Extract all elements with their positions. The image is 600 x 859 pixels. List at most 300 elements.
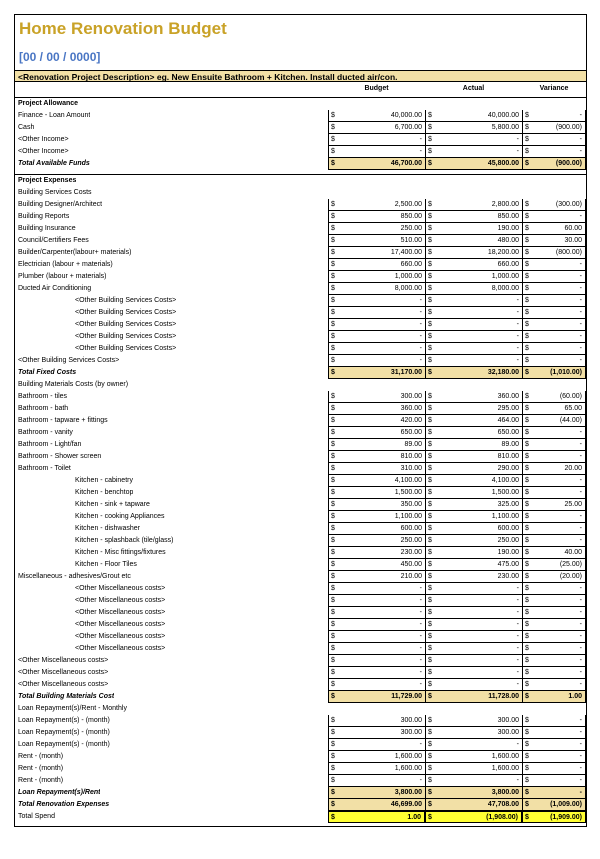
variance-value: - <box>579 621 582 628</box>
variance-cell[interactable] <box>522 559 586 571</box>
currency-symbol: $ <box>428 112 432 119</box>
actual-cell[interactable] <box>425 271 522 283</box>
currency-symbol: $ <box>525 741 529 748</box>
budget-value: - <box>419 681 422 688</box>
currency-symbol: $ <box>428 741 432 748</box>
budget-cell[interactable] <box>328 727 425 739</box>
currency-symbol: $ <box>331 681 335 688</box>
budget-cell[interactable] <box>328 146 425 158</box>
table-row <box>15 715 586 727</box>
row-label: Kitchen - Floor Tiles <box>75 561 137 568</box>
actual-cell[interactable] <box>425 319 522 331</box>
budget-cell[interactable] <box>328 122 425 134</box>
variance-cell[interactable] <box>522 739 586 751</box>
variance-cell[interactable] <box>522 343 586 355</box>
budget-cell[interactable] <box>328 439 425 451</box>
actual-cell[interactable] <box>425 199 522 211</box>
table-row <box>15 727 586 739</box>
budget-value: - <box>419 297 422 304</box>
actual-cell[interactable] <box>425 799 522 811</box>
row-label: <Other Miscellaneous costs> <box>18 669 109 676</box>
currency-symbol: $ <box>428 777 432 784</box>
actual-cell[interactable] <box>425 691 522 703</box>
currency-symbol: $ <box>331 477 335 484</box>
currency-symbol: $ <box>331 237 335 244</box>
table-row <box>15 631 586 643</box>
budget-value: 1,600.00 <box>394 765 422 772</box>
variance-cell[interactable] <box>522 787 586 799</box>
variance-cell[interactable] <box>522 415 586 427</box>
actual-cell[interactable] <box>425 763 522 775</box>
actual-value: - <box>516 669 519 676</box>
budget-cell[interactable] <box>328 355 425 367</box>
actual-value: 89.00 <box>501 441 519 448</box>
table-row <box>15 559 586 571</box>
budget-sheet <box>14 14 587 827</box>
actual-cell[interactable] <box>425 583 522 595</box>
currency-symbol: $ <box>428 621 432 628</box>
budget-cell[interactable] <box>328 463 425 475</box>
table-row <box>15 751 586 763</box>
variance-value: 1.00 <box>568 693 582 700</box>
currency-symbol: $ <box>525 201 529 208</box>
table-row <box>15 739 586 751</box>
budget-cell[interactable] <box>328 595 425 607</box>
actual-cell[interactable] <box>425 391 522 403</box>
budget-value: - <box>419 321 422 328</box>
actual-cell[interactable] <box>425 679 522 691</box>
actual-cell[interactable] <box>425 451 522 463</box>
budget-cell[interactable] <box>328 403 425 415</box>
budget-cell[interactable] <box>328 547 425 559</box>
budget-cell[interactable] <box>328 535 425 547</box>
actual-cell[interactable] <box>425 247 522 259</box>
budget-cell[interactable] <box>328 199 425 211</box>
currency-symbol: $ <box>331 729 335 736</box>
budget-cell[interactable] <box>328 223 425 235</box>
currency-symbol: $ <box>331 573 335 580</box>
budget-cell[interactable] <box>328 487 425 499</box>
actual-cell[interactable] <box>425 619 522 631</box>
table-row <box>15 271 586 283</box>
actual-cell[interactable] <box>425 499 522 511</box>
actual-cell[interactable] <box>425 667 522 679</box>
actual-cell[interactable] <box>425 739 522 751</box>
row-label: Loan Repayment(s) - (month) <box>18 729 110 736</box>
actual-cell[interactable] <box>425 223 522 235</box>
variance-value: - <box>579 112 582 119</box>
variance-cell[interactable] <box>522 307 586 319</box>
currency-symbol: $ <box>428 345 432 352</box>
currency-symbol: $ <box>525 225 529 232</box>
budget-cell[interactable] <box>328 763 425 775</box>
variance-value: - <box>579 717 582 724</box>
actual-cell[interactable] <box>425 295 522 307</box>
variance-cell[interactable] <box>522 799 586 811</box>
variance-cell[interactable] <box>522 631 586 643</box>
currency-symbol: $ <box>331 549 335 556</box>
currency-symbol: $ <box>428 160 432 167</box>
actual-value: - <box>516 657 519 664</box>
budget-cell[interactable] <box>328 751 425 763</box>
variance-cell[interactable] <box>522 331 586 343</box>
variance-value: - <box>579 321 582 328</box>
budget-cell[interactable] <box>328 523 425 535</box>
variance-cell[interactable] <box>522 475 586 487</box>
currency-symbol: $ <box>428 814 432 821</box>
variance-cell[interactable] <box>522 499 586 511</box>
budget-cell[interactable] <box>328 583 425 595</box>
actual-cell[interactable] <box>425 122 522 134</box>
variance-cell[interactable] <box>522 271 586 283</box>
variance-cell[interactable] <box>522 235 586 247</box>
actual-value: - <box>516 309 519 316</box>
row-label: Rent - (month) <box>18 765 64 772</box>
budget-value: 250.00 <box>400 225 422 232</box>
row-label: <Other Building Services Costs> <box>75 333 177 340</box>
budget-cell[interactable] <box>328 271 425 283</box>
variance-cell[interactable] <box>522 667 586 679</box>
actual-value: - <box>516 585 519 592</box>
variance-cell[interactable] <box>522 391 586 403</box>
actual-cell[interactable] <box>425 110 522 122</box>
currency-symbol: $ <box>428 453 432 460</box>
budget-cell[interactable] <box>328 415 425 427</box>
budget-cell[interactable] <box>328 655 425 667</box>
currency-symbol: $ <box>525 297 529 304</box>
project-description[interactable]: <Renovation Project Description> eg. New Ensuite Bathroom + Kitchen. Install ducted air/con. <box>15 70 586 82</box>
actual-cell[interactable] <box>425 715 522 727</box>
variance-cell[interactable] <box>522 655 586 667</box>
variance-cell[interactable] <box>522 403 586 415</box>
actual-cell[interactable] <box>425 235 522 247</box>
variance-cell[interactable] <box>522 571 586 583</box>
actual-cell[interactable] <box>425 343 522 355</box>
actual-cell[interactable] <box>425 367 522 379</box>
variance-value: - <box>579 789 582 796</box>
budget-cell[interactable] <box>328 679 425 691</box>
actual-value: 480.00 <box>497 237 519 244</box>
actual-cell[interactable] <box>425 439 522 451</box>
budget-cell[interactable] <box>328 391 425 403</box>
budget-value: - <box>419 309 422 316</box>
budget-cell[interactable] <box>328 427 425 439</box>
budget-cell[interactable] <box>328 643 425 655</box>
currency-symbol: $ <box>525 525 529 532</box>
actual-cell[interactable] <box>425 547 522 559</box>
actual-value: - <box>516 297 519 304</box>
budget-cell[interactable] <box>328 307 425 319</box>
currency-symbol: $ <box>428 393 432 400</box>
variance-cell[interactable] <box>522 295 586 307</box>
actual-cell[interactable] <box>425 475 522 487</box>
budget-cell[interactable] <box>328 667 425 679</box>
budget-cell[interactable] <box>328 559 425 571</box>
budget-value: 46,700.00 <box>390 160 422 167</box>
actual-cell[interactable] <box>425 211 522 223</box>
budget-cell[interactable] <box>328 619 425 631</box>
variance-value: - <box>579 597 582 604</box>
budget-value: 350.00 <box>400 501 422 508</box>
table-row <box>15 379 586 391</box>
budget-cell[interactable] <box>328 331 425 343</box>
variance-cell[interactable] <box>522 643 586 655</box>
actual-cell[interactable] <box>425 158 522 170</box>
column-header-budget: Budget <box>364 85 389 92</box>
actual-cell[interactable] <box>425 595 522 607</box>
actual-cell[interactable] <box>425 775 522 787</box>
currency-symbol: $ <box>428 465 432 472</box>
budget-cell[interactable] <box>328 775 425 787</box>
variance-cell[interactable] <box>522 451 586 463</box>
budget-value: 300.00 <box>400 729 422 736</box>
variance-cell[interactable] <box>522 595 586 607</box>
variance-cell[interactable] <box>522 146 586 158</box>
date-field[interactable]: [00 / 00 / 0000] <box>19 50 101 64</box>
actual-cell[interactable] <box>425 134 522 146</box>
budget-value: 1,100.00 <box>394 513 422 520</box>
row-label: <Other Building Services Costs> <box>75 345 177 352</box>
variance-value: - <box>579 669 582 676</box>
variance-cell[interactable] <box>522 259 586 271</box>
actual-cell[interactable] <box>425 259 522 271</box>
variance-cell[interactable] <box>522 751 586 763</box>
budget-cell[interactable] <box>328 295 425 307</box>
currency-symbol: $ <box>525 489 529 496</box>
currency-symbol: $ <box>525 729 529 736</box>
table-row <box>15 487 586 499</box>
actual-value: 475.00 <box>497 561 519 568</box>
variance-cell[interactable] <box>522 199 586 211</box>
variance-cell[interactable] <box>522 319 586 331</box>
variance-cell[interactable] <box>522 134 586 146</box>
currency-symbol: $ <box>525 777 529 784</box>
actual-cell[interactable] <box>425 331 522 343</box>
variance-cell[interactable] <box>522 523 586 535</box>
actual-cell[interactable] <box>425 415 522 427</box>
actual-value: 325.00 <box>497 501 519 508</box>
variance-cell[interactable] <box>522 775 586 787</box>
actual-value: 2,800.00 <box>491 201 519 208</box>
budget-cell[interactable] <box>328 367 425 379</box>
currency-symbol: $ <box>331 273 335 280</box>
variance-cell[interactable] <box>522 727 586 739</box>
budget-cell[interactable] <box>328 319 425 331</box>
variance-cell[interactable] <box>522 427 586 439</box>
row-label: Building Designer/Architect <box>18 201 103 208</box>
variance-value: 30.00 <box>564 237 582 244</box>
actual-cell[interactable] <box>425 463 522 475</box>
budget-cell[interactable] <box>328 691 425 703</box>
table-row <box>15 655 586 667</box>
budget-cell[interactable] <box>328 511 425 523</box>
actual-cell[interactable] <box>425 655 522 667</box>
actual-cell[interactable] <box>425 631 522 643</box>
variance-cell[interactable] <box>522 811 586 823</box>
budget-value: - <box>419 669 422 676</box>
variance-cell[interactable] <box>522 691 586 703</box>
actual-cell[interactable] <box>425 727 522 739</box>
variance-cell[interactable] <box>522 715 586 727</box>
budget-cell[interactable] <box>328 607 425 619</box>
variance-cell[interactable] <box>522 158 586 170</box>
row-label: <Other Miscellaneous costs> <box>75 585 166 592</box>
actual-cell[interactable] <box>425 535 522 547</box>
variance-cell[interactable] <box>522 367 586 379</box>
budget-cell[interactable] <box>328 739 425 751</box>
actual-value: 1,000.00 <box>491 273 519 280</box>
variance-cell[interactable] <box>522 679 586 691</box>
row-label: Building Insurance <box>18 225 76 232</box>
currency-symbol: $ <box>428 657 432 664</box>
variance-value: (900.00) <box>555 124 582 131</box>
table-row <box>15 134 586 146</box>
variance-cell[interactable] <box>522 619 586 631</box>
currency-symbol: $ <box>331 537 335 544</box>
actual-cell[interactable] <box>425 307 522 319</box>
actual-cell[interactable] <box>425 427 522 439</box>
budget-cell[interactable] <box>328 343 425 355</box>
variance-cell[interactable] <box>522 763 586 775</box>
budget-cell[interactable] <box>328 247 425 259</box>
variance-value: - <box>579 136 582 143</box>
currency-symbol: $ <box>331 597 335 604</box>
currency-symbol: $ <box>331 753 335 760</box>
budget-cell[interactable] <box>328 631 425 643</box>
actual-cell[interactable] <box>425 787 522 799</box>
variance-cell[interactable] <box>522 463 586 475</box>
budget-cell[interactable] <box>328 451 425 463</box>
row-label: Total Spend <box>18 813 55 820</box>
currency-symbol: $ <box>525 633 529 640</box>
actual-value: 11,728.00 <box>488 693 519 700</box>
actual-cell[interactable] <box>425 751 522 763</box>
row-label: Bathroom - tiles <box>18 393 68 400</box>
actual-cell[interactable] <box>425 146 522 158</box>
variance-cell[interactable] <box>522 247 586 259</box>
budget-cell[interactable] <box>328 475 425 487</box>
currency-symbol: $ <box>331 393 335 400</box>
budget-cell[interactable] <box>328 259 425 271</box>
budget-cell[interactable] <box>328 499 425 511</box>
variance-cell[interactable] <box>522 487 586 499</box>
currency-symbol: $ <box>331 465 335 472</box>
budget-cell[interactable] <box>328 110 425 122</box>
actual-cell[interactable] <box>425 511 522 523</box>
table-row <box>15 122 586 134</box>
budget-value: 17,400.00 <box>390 249 422 256</box>
actual-cell[interactable] <box>425 487 522 499</box>
currency-symbol: $ <box>525 681 529 688</box>
row-label: Total Renovation Expenses <box>18 801 110 808</box>
variance-cell[interactable] <box>522 211 586 223</box>
currency-symbol: $ <box>525 369 529 376</box>
variance-cell[interactable] <box>522 547 586 559</box>
row-label: Cash <box>18 124 35 131</box>
variance-value: - <box>579 645 582 652</box>
budget-value: 1,600.00 <box>394 753 422 760</box>
currency-symbol: $ <box>331 669 335 676</box>
budget-cell[interactable] <box>328 715 425 727</box>
currency-symbol: $ <box>331 285 335 292</box>
row-label: Loan Repayment(s) - (month) <box>18 717 110 724</box>
currency-symbol: $ <box>525 597 529 604</box>
budget-cell[interactable] <box>328 571 425 583</box>
actual-cell[interactable] <box>425 403 522 415</box>
budget-cell[interactable] <box>328 799 425 811</box>
currency-symbol: $ <box>525 237 529 244</box>
variance-cell[interactable] <box>522 223 586 235</box>
actual-cell[interactable] <box>425 283 522 295</box>
table-row <box>15 643 586 655</box>
currency-symbol: $ <box>428 369 432 376</box>
currency-symbol: $ <box>331 213 335 220</box>
actual-cell[interactable] <box>425 523 522 535</box>
budget-value: - <box>419 645 422 652</box>
row-label: <Other Miscellaneous costs> <box>75 645 166 652</box>
budget-value: - <box>419 777 422 784</box>
budget-cell[interactable] <box>328 235 425 247</box>
row-label: Bathroom - Shower screen <box>18 453 102 460</box>
variance-cell[interactable] <box>522 110 586 122</box>
variance-cell[interactable] <box>522 439 586 451</box>
budget-value: 310.00 <box>400 465 422 472</box>
table-row <box>15 583 586 595</box>
variance-cell[interactable] <box>522 583 586 595</box>
variance-value: - <box>579 741 582 748</box>
variance-value: 40.00 <box>564 549 582 556</box>
budget-cell[interactable] <box>328 811 425 823</box>
table-row <box>15 679 586 691</box>
variance-value: - <box>579 753 582 760</box>
variance-cell[interactable] <box>522 355 586 367</box>
currency-symbol: $ <box>331 561 335 568</box>
variance-value: - <box>579 477 582 484</box>
variance-cell[interactable] <box>522 122 586 134</box>
actual-cell[interactable] <box>425 559 522 571</box>
actual-cell[interactable] <box>425 571 522 583</box>
currency-symbol: $ <box>525 333 529 340</box>
variance-cell[interactable] <box>522 283 586 295</box>
budget-cell[interactable] <box>328 158 425 170</box>
currency-symbol: $ <box>525 160 529 167</box>
budget-value: - <box>419 333 422 340</box>
table-row <box>15 463 586 475</box>
table-row <box>15 343 586 355</box>
currency-symbol: $ <box>331 453 335 460</box>
variance-cell[interactable] <box>522 511 586 523</box>
budget-cell[interactable] <box>328 211 425 223</box>
actual-cell[interactable] <box>425 355 522 367</box>
actual-value: 810.00 <box>497 453 519 460</box>
budget-cell[interactable] <box>328 134 425 146</box>
variance-cell[interactable] <box>522 607 586 619</box>
actual-cell[interactable] <box>425 607 522 619</box>
actual-cell[interactable] <box>425 811 522 823</box>
actual-cell[interactable] <box>425 643 522 655</box>
currency-symbol: $ <box>525 393 529 400</box>
budget-cell[interactable] <box>328 283 425 295</box>
variance-value: (60.00) <box>559 393 582 400</box>
currency-symbol: $ <box>428 645 432 652</box>
table-row <box>15 511 586 523</box>
actual-value: 1,600.00 <box>491 765 519 772</box>
currency-symbol: $ <box>525 753 529 760</box>
budget-value: 31,170.00 <box>390 369 422 376</box>
variance-cell[interactable] <box>522 535 586 547</box>
budget-value: 2,500.00 <box>394 201 422 208</box>
budget-cell[interactable] <box>328 787 425 799</box>
